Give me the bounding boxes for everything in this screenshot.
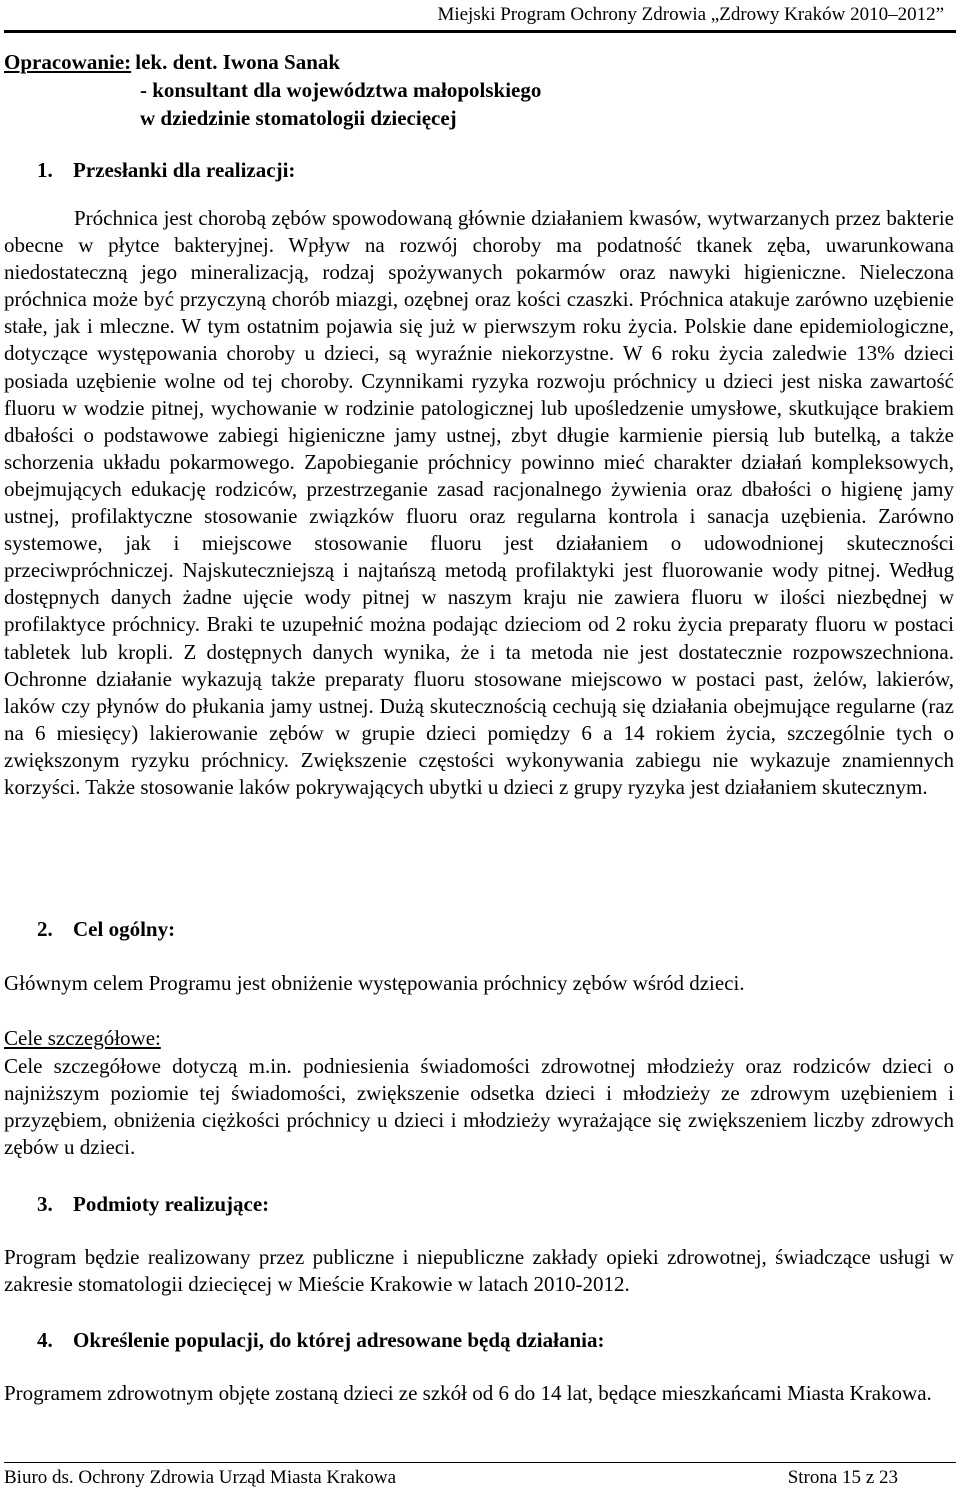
- section-3-body: Program będzie realizowany przez publiczne i niepubliczne zakłady opieki zdrowotnej, świadczące usługi w zakresie stomatologii dziecięcej w Mieście Krakowie w latach 2010-2012.: [4, 1245, 954, 1297]
- author-role-line2: w dziedzinie stomatologii dziecięcej: [140, 106, 457, 130]
- running-header: Miejski Program Ochrony Zdrowia „Zdrowy Kraków 2010–2012”: [437, 4, 944, 25]
- author-row: [4, 48, 541, 76]
- footer-office: Biuro ds. Ochrony Zdrowia Urząd Miasta Krakowa: [4, 1467, 397, 1488]
- section-4-heading: [37, 1326, 604, 1354]
- section-3-title: Podmioty realizujące:: [73, 1192, 270, 1216]
- section-2-body: Głównym celem Programu jest obniżenie występowania próchnicy zębów wśród dzieci.: [4, 971, 745, 995]
- section-2-title: Cel ogólny:: [73, 917, 176, 941]
- section-2-heading: [37, 915, 175, 943]
- section-2-subheading: Cele szczegółowe:: [4, 1026, 161, 1050]
- section-1-heading: [37, 156, 295, 184]
- page-number: Strona 15 z 23: [787, 1467, 898, 1488]
- section-3-number: 3.: [37, 1192, 53, 1216]
- section-4-title: Określenie populacji, do której adresowane będą działania:: [73, 1328, 605, 1352]
- author-label: Opracowanie:: [4, 50, 132, 74]
- author-block: [4, 48, 541, 132]
- section-4-number: 4.: [37, 1328, 53, 1352]
- section-3-heading: [37, 1190, 269, 1218]
- author-role-line1: - konsultant dla województwa małopolskiego: [140, 78, 542, 102]
- footer-rule: [4, 1462, 956, 1463]
- section-4-body: Programem zdrowotnym objęte zostaną dzieci ze szkół od 6 do 14 lat, będące mieszkańcami Miasta Krakowa.: [4, 1381, 932, 1405]
- section-2-number: 2.: [37, 917, 53, 941]
- section-2-sub-body: Cele szczegółowe dotyczą m.in. podniesienia świadomości zdrowotnej młodzieży oraz rodziców dzieci o najniższym poziomie tej świadomości, zwiększenie odsetka dzieci i młodzieży ze zdrowym uzębieniem i przyzębiem, obniżenia ciężkości próchnicy u dzieci i młodzieży wyrażające się zwiększeniem liczby zdrowych zębów u dzieci.: [4, 1054, 954, 1160]
- header-rule: [4, 30, 956, 33]
- section-1-title: Przesłanki dla realizacji:: [73, 158, 296, 182]
- section-1-body: Próchnica jest chorobą zębów spowodowaną głównie działaniem kwasów, wytwarzanych przez bakterie obecne w płytce bakteryjnej. Wpływ na rozwój choroby ma podatność tkanek zęba, uwarunkowana niedostateczną jego mineralizacją, rodzaj spożywanych pokarmów oraz nawyki higieniczne. Nieleczona próchnica może być przyczyną chorób miazgi, ozębnej oraz kości czaszki. Próchnica atakuje zarówno uzębienie stałe, jak i mleczne. W tym ostatnim pojawia się już w pierwszym roku życia. Polskie dane epidemiologiczne, dotyczące występowania choroby u dzieci, są wyraźnie niekorzystne. W 6 roku życia zaledwie 13% dzieci posiada uzębienie wolne od tej choroby. Czynnikami ryzyka rozwoju próchnicy u dzieci jest niska zawartość fluoru w wodzie pitnej, wychowanie w rodzinie patologicznej lub upośledzenie umysłowe, skutkujące brakiem dbałości o podstawowe zabiegi higieniczne jamy ustnej, zbyt długie karmienie piersią lub butelką, a także schorzenia układu pokarmowego. Zapobieganie próchnicy powinno mieć charakter działań kompleksowych, obejmujących edukację rodziców, przestrzeganie zasad racjonalnego żywienia oraz dbałości o higienę jamy ustnej, profilaktyczne stosowanie związków fluoru oraz regularna kontrola i sanacja uzębienia. Zarówno systemowe, jak i miejscowe stosowanie fluoru jest działaniem o udowodnionej skuteczności przeciwpróchniczej. Najskuteczniejszą i najtańszą metodą profilaktyki jest fluorowanie wody pitnej. Według dostępnych danych żadne ujęcie wody pitnej w naszym kraju nie zawiera fluoru w ilości niezbędnej w profilaktyce próchnicy. Braki te uzupełnić można podając dzieciom od 2 roku życia preparaty fluoru w postaci tabletek lub kropli. Z dostępnych danych wynika, że i ta metoda nie jest dostatecznie rozpowszechniona. Ochronne działanie wykazują także preparaty fluoru stosowane miejscowo w postaci past, żelów, lakierów, laków czy płynów do płukania jamy ustnej. Dużą skutecznością cechują się działania obejmujące regularne (raz na 6 miesięcy) lakierowanie zębów w grupie dzieci pomiędzy 6 a 14 rokiem życia, szczególnie tych o zwiększonym ryzyku próchnicy. Zwiększenie częstości wykonywania zabiegu nie wykazuje znamiennych korzyści. Także stosowanie laków pokrywających ubytki u dzieci z grupy ryzyka jest działaniem skutecznym.: [4, 206, 954, 799]
- author-name: lek. dent. Iwona Sanak: [135, 50, 341, 74]
- section-1-number: 1.: [37, 158, 53, 182]
